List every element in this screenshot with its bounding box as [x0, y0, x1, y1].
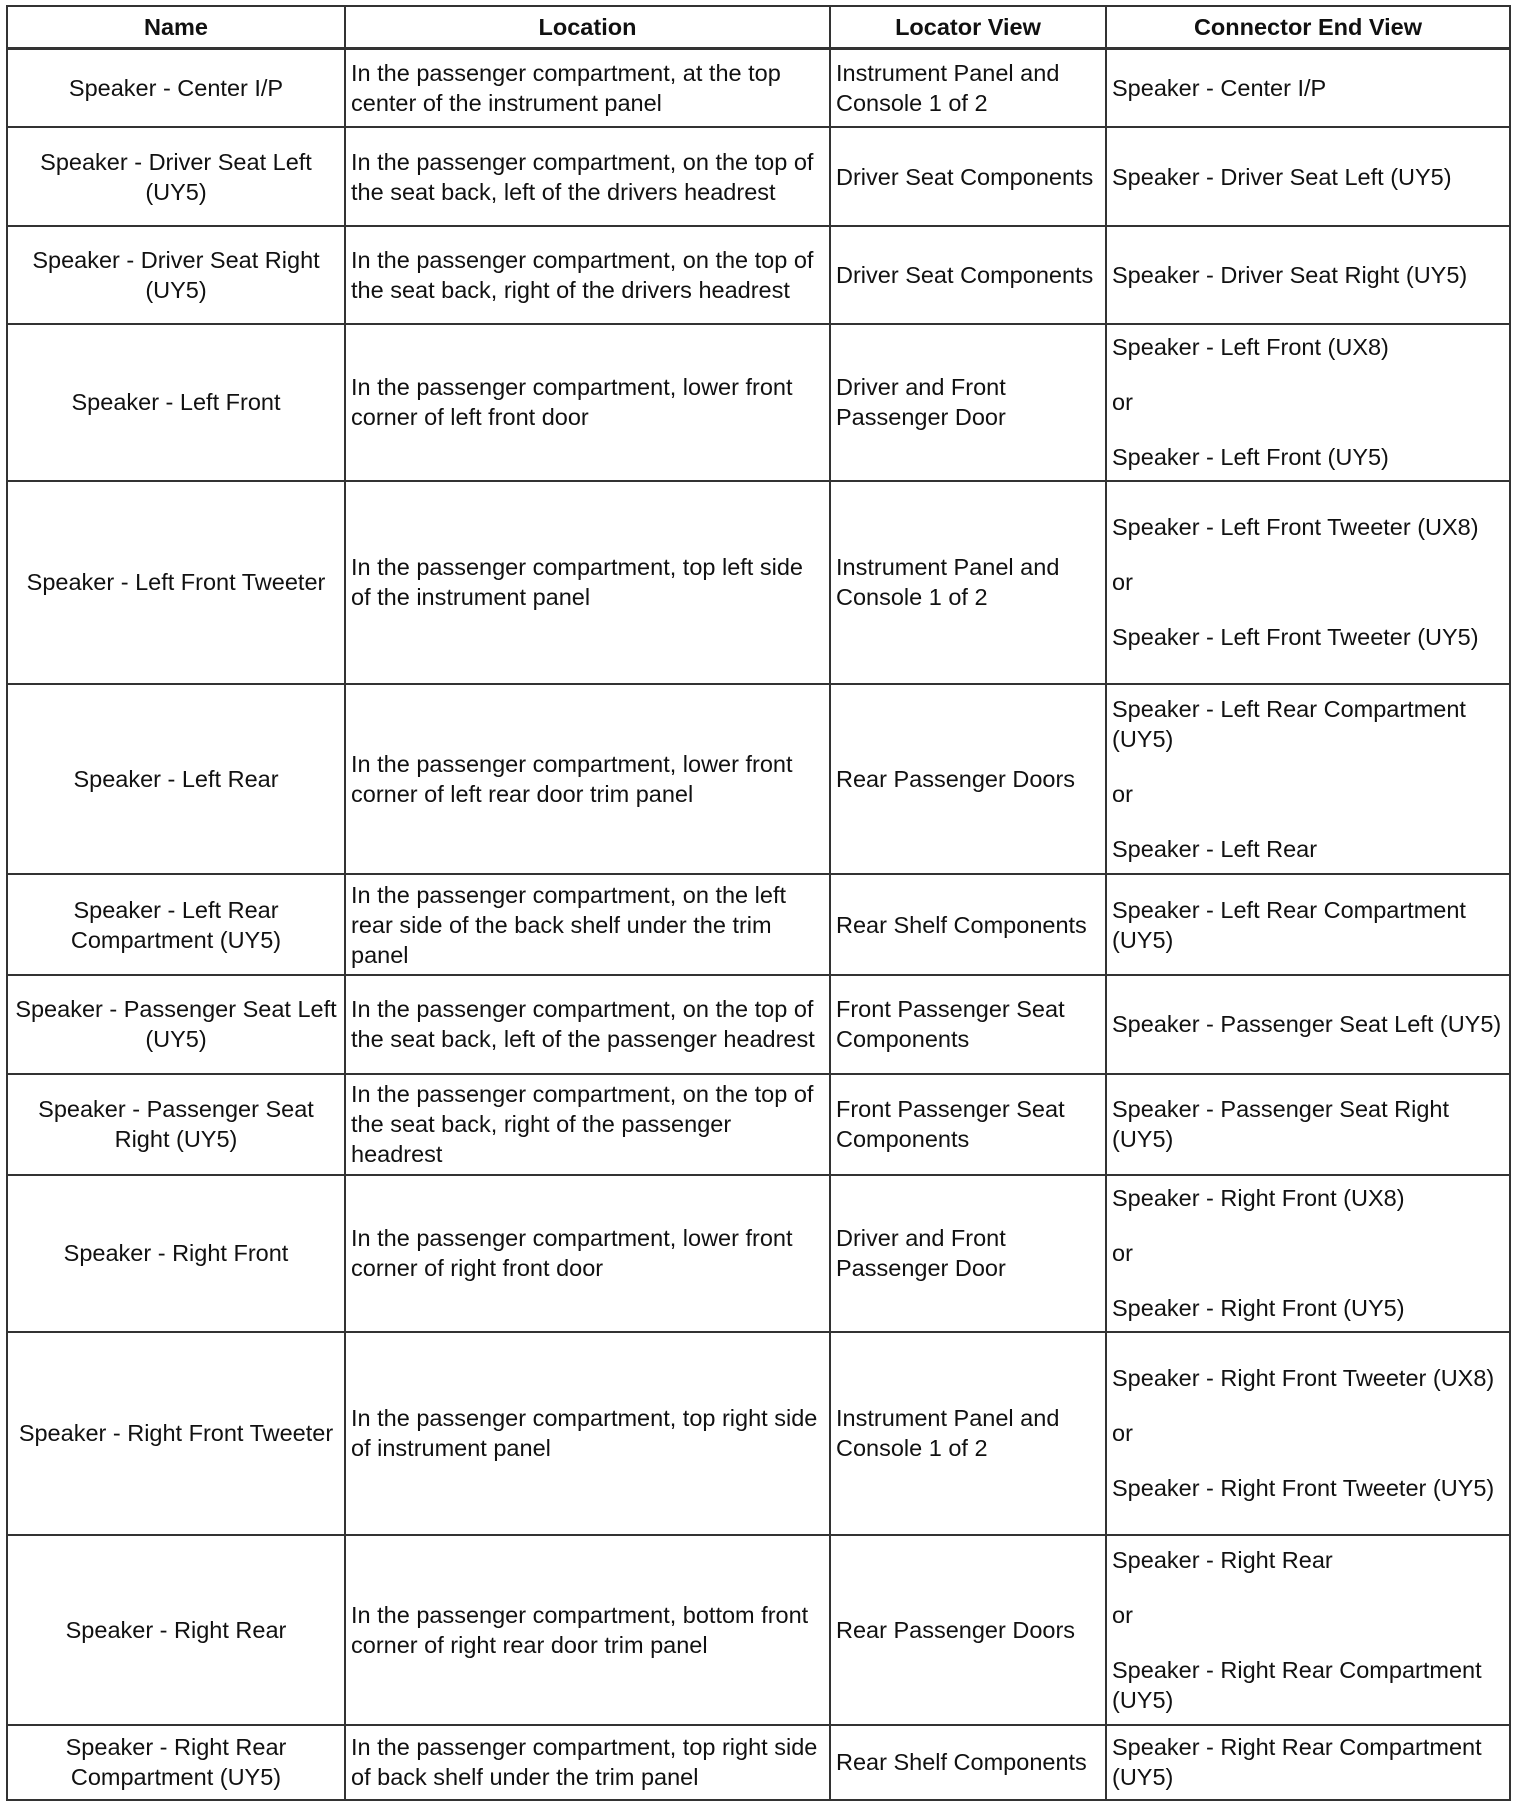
- cell-connector-end-view: [1106, 1535, 1510, 1725]
- connector-name: Speaker - Left Front Tweeter (UY5): [1112, 624, 1479, 651]
- connector-or-separator: or: [1112, 1240, 1133, 1267]
- cell-name: Speaker - Left Front Tweeter: [7, 481, 345, 684]
- cell-connector-end-view: [1106, 1074, 1510, 1176]
- table-row: [7, 1725, 1510, 1800]
- connector-name: Speaker - Driver Seat Right (UY5): [1112, 261, 1468, 288]
- connector-or-separator: or: [1112, 389, 1133, 416]
- connector-name: Speaker - Left Front Tweeter (UX8): [1112, 514, 1479, 541]
- cell-name: Speaker - Passenger Seat Left (UY5): [7, 975, 345, 1073]
- cell-location: In the passenger compartment, on the left rear side of the back shelf under the trim panel: [345, 874, 830, 976]
- connector-or-separator: or: [1112, 569, 1133, 596]
- cell-location: In the passenger compartment, lower front corner of right front door: [345, 1175, 830, 1332]
- cell-connector-end-view: [1106, 226, 1510, 324]
- cell-location: In the passenger compartment, top right side of instrument panel: [345, 1332, 830, 1535]
- cell-connector-end-view: [1106, 684, 1510, 874]
- cell-location: In the passenger compartment, top right side of back shelf under the trim panel: [345, 1725, 830, 1800]
- cell-connector-end-view: [1106, 1332, 1510, 1535]
- cell-name: Speaker - Driver Seat Right (UY5): [7, 226, 345, 324]
- connector-name: Speaker - Left Front (UY5): [1112, 444, 1389, 471]
- cell-locator-view: Front Passenger Seat Components: [830, 1074, 1106, 1176]
- cell-name: Speaker - Left Rear: [7, 684, 345, 874]
- table-row: [7, 1535, 1510, 1725]
- cell-location: In the passenger compartment, on the top of the seat back, left of the passenger headrest: [345, 975, 830, 1073]
- table-row: [7, 684, 1510, 874]
- connector-name: Speaker - Right Rear: [1112, 1546, 1333, 1573]
- cell-locator-view: Rear Shelf Components: [830, 1725, 1106, 1800]
- cell-connector-end-view: [1106, 127, 1510, 225]
- header-name: Name: [7, 6, 345, 48]
- header-locator-view: Locator View: [830, 6, 1106, 48]
- connector-name: Speaker - Passenger Seat Right (UY5): [1112, 1096, 1450, 1153]
- connector-name: Speaker - Right Rear Compartment (UY5): [1112, 1734, 1482, 1791]
- cell-locator-view: Front Passenger Seat Components: [830, 975, 1106, 1073]
- connector-or-separator: or: [1112, 1420, 1133, 1447]
- connector-name: Speaker - Left Rear Compartment (UY5): [1112, 896, 1466, 953]
- cell-location: In the passenger compartment, lower front corner of left rear door trim panel: [345, 684, 830, 874]
- cell-locator-view: Instrument Panel and Console 1 of 2: [830, 1332, 1106, 1535]
- cell-locator-view: Instrument Panel and Console 1 of 2: [830, 481, 1106, 684]
- cell-location: In the passenger compartment, on the top of the seat back, left of the drivers headrest: [345, 127, 830, 225]
- cell-locator-view: Driver and Front Passenger Door: [830, 1175, 1106, 1332]
- table-row: [7, 975, 1510, 1073]
- cell-connector-end-view: [1106, 324, 1510, 481]
- cell-connector-end-view: [1106, 48, 1510, 127]
- connector-or-separator: or: [1112, 780, 1133, 807]
- table-row: [7, 1074, 1510, 1176]
- cell-locator-view: Rear Passenger Doors: [830, 684, 1106, 874]
- connector-name: Speaker - Right Front Tweeter (UX8): [1112, 1365, 1495, 1392]
- cell-connector-end-view: [1106, 975, 1510, 1073]
- cell-locator-view: Rear Passenger Doors: [830, 1535, 1106, 1725]
- table-row: [7, 48, 1510, 127]
- table-header-row: [7, 6, 1510, 48]
- cell-location: In the passenger compartment, on the top of the seat back, right of the passenger headrest: [345, 1074, 830, 1176]
- cell-name: Speaker - Left Front: [7, 324, 345, 481]
- connector-name: Speaker - Left Rear: [1112, 835, 1318, 862]
- connector-name: Speaker - Right Front (UY5): [1112, 1295, 1405, 1322]
- table-row: [7, 324, 1510, 481]
- cell-location: In the passenger compartment, lower front corner of left front door: [345, 324, 830, 481]
- table-body: [7, 48, 1510, 1800]
- connector-name: Speaker - Right Rear Compartment (UY5): [1112, 1656, 1482, 1713]
- cell-location: In the passenger compartment, bottom front corner of right rear door trim panel: [345, 1535, 830, 1725]
- cell-locator-view: Rear Shelf Components: [830, 874, 1106, 976]
- cell-name: Speaker - Right Front Tweeter: [7, 1332, 345, 1535]
- header-connector-end-view: Connector End View: [1106, 6, 1510, 48]
- component-locator-table: [6, 5, 1511, 1801]
- connector-name: Speaker - Left Rear Compartment (UY5): [1112, 695, 1466, 752]
- table-row: [7, 226, 1510, 324]
- cell-connector-end-view: [1106, 481, 1510, 684]
- cell-name: Speaker - Left Rear Compartment (UY5): [7, 874, 345, 976]
- cell-name: Speaker - Right Rear Compartment (UY5): [7, 1725, 345, 1800]
- connector-or-separator: or: [1112, 1601, 1133, 1628]
- table-row: [7, 874, 1510, 976]
- connector-name: Speaker - Right Front (UX8): [1112, 1185, 1405, 1212]
- cell-locator-view: Instrument Panel and Console 1 of 2: [830, 48, 1106, 127]
- cell-location: In the passenger compartment, at the top center of the instrument panel: [345, 48, 830, 127]
- cell-name: Speaker - Driver Seat Left (UY5): [7, 127, 345, 225]
- table-row: [7, 127, 1510, 225]
- cell-locator-view: Driver Seat Components: [830, 226, 1106, 324]
- cell-name: Speaker - Center I/P: [7, 48, 345, 127]
- connector-name: Speaker - Passenger Seat Left (UY5): [1112, 1011, 1502, 1038]
- cell-name: Speaker - Right Rear: [7, 1535, 345, 1725]
- header-location: Location: [345, 6, 830, 48]
- cell-location: In the passenger compartment, on the top of the seat back, right of the drivers headrest: [345, 226, 830, 324]
- table-row: [7, 1175, 1510, 1332]
- connector-name: Speaker - Driver Seat Left (UY5): [1112, 163, 1452, 190]
- connector-name: Speaker - Center I/P: [1112, 74, 1327, 101]
- connector-name: Speaker - Right Front Tweeter (UY5): [1112, 1475, 1495, 1502]
- table-row: [7, 481, 1510, 684]
- table-row: [7, 1332, 1510, 1535]
- cell-locator-view: Driver and Front Passenger Door: [830, 324, 1106, 481]
- cell-name: Speaker - Right Front: [7, 1175, 345, 1332]
- cell-connector-end-view: [1106, 874, 1510, 976]
- cell-connector-end-view: [1106, 1175, 1510, 1332]
- connector-name: Speaker - Left Front (UX8): [1112, 334, 1389, 361]
- cell-locator-view: Driver Seat Components: [830, 127, 1106, 225]
- cell-name: Speaker - Passenger Seat Right (UY5): [7, 1074, 345, 1176]
- cell-location: In the passenger compartment, top left side of the instrument panel: [345, 481, 830, 684]
- cell-connector-end-view: [1106, 1725, 1510, 1800]
